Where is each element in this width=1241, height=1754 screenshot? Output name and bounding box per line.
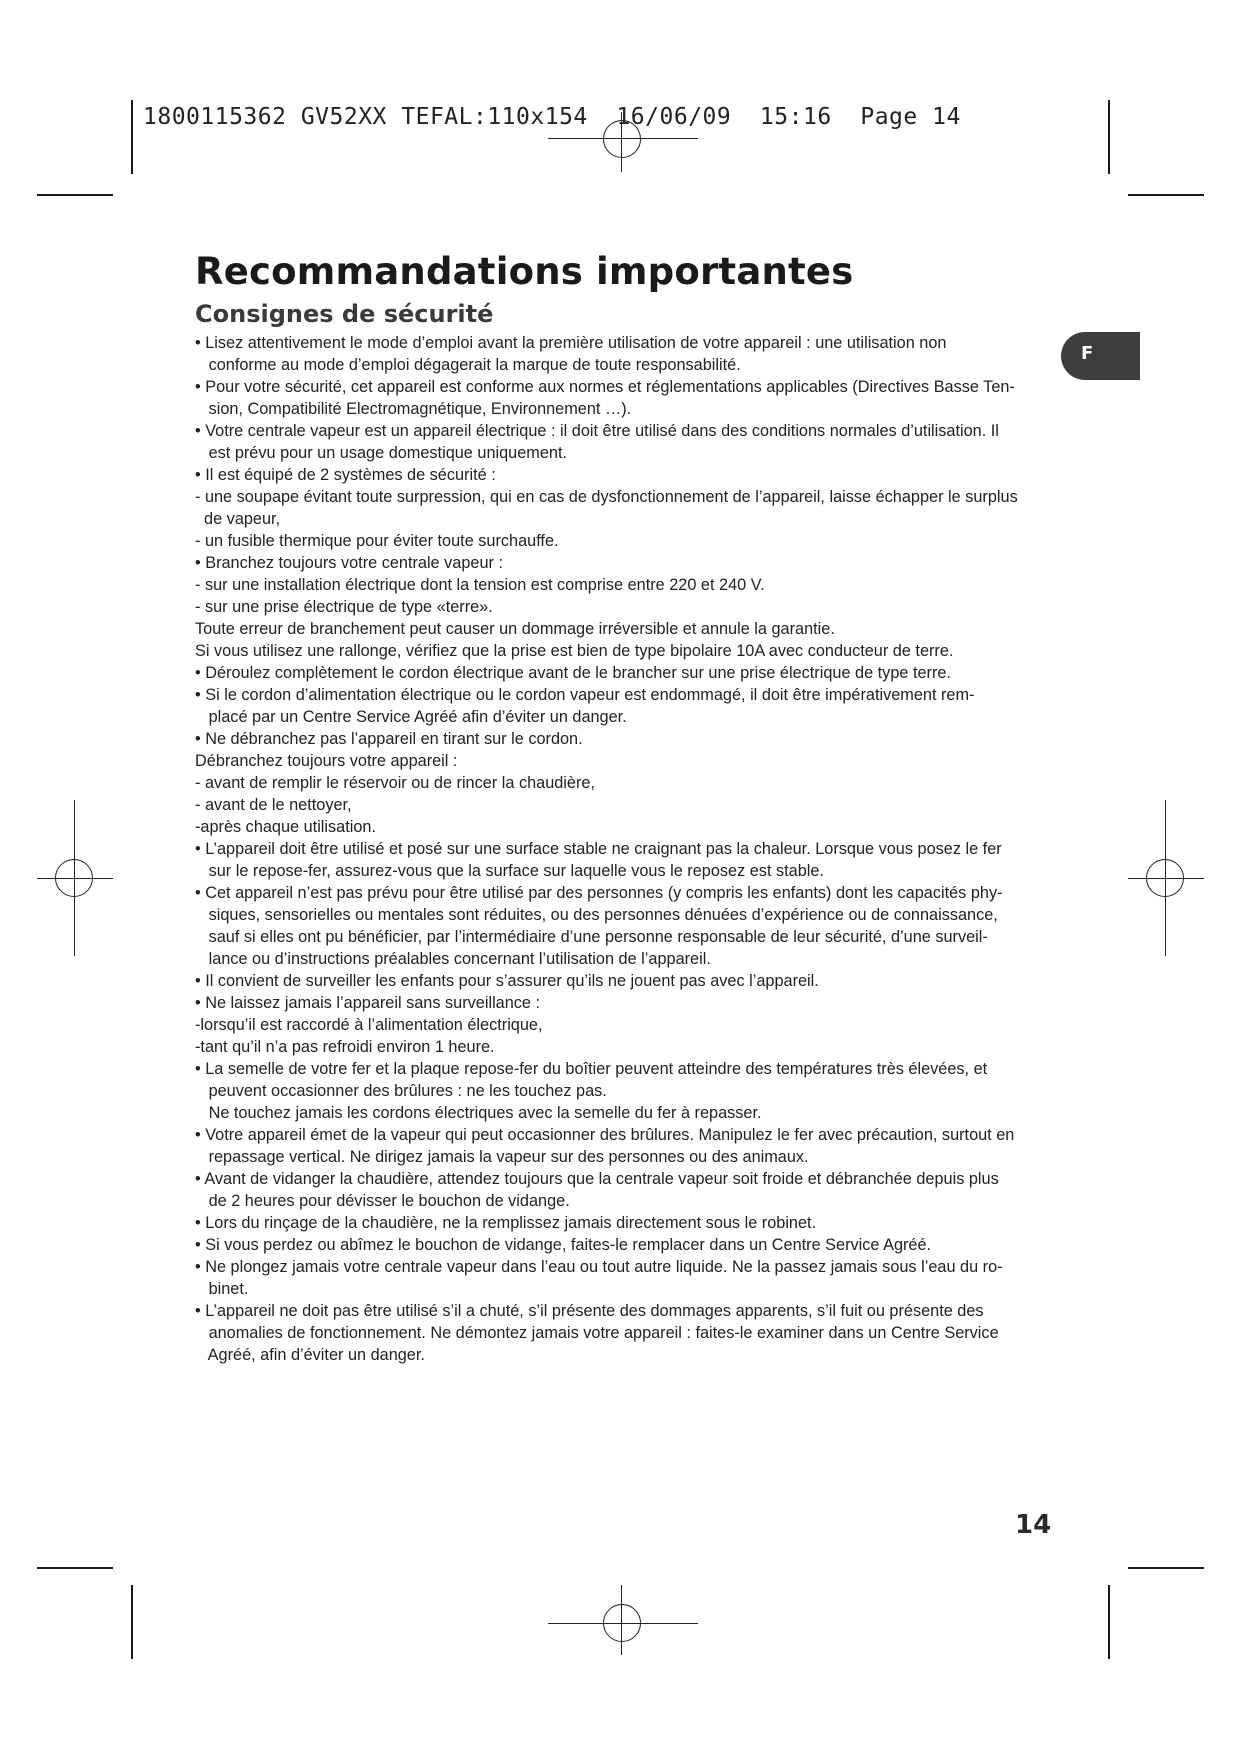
text-line: • Branchez toujours votre centrale vapeur : — [195, 554, 503, 572]
text-line: - sur une installation électrique dont la tension est comprise entre 220 et 240 V. — [195, 576, 765, 594]
text-line: anomalies de fonctionnement. Ne démontez jamais votre appareil : faites-le examiner dans un Centre Service — [195, 1324, 999, 1342]
text-line: Débranchez toujours votre appareil : — [195, 752, 458, 770]
crop-mark-top-left-vertical — [131, 100, 133, 174]
language-tab — [1061, 332, 1140, 380]
text-line: Toute erreur de branchement peut causer un dommage irréversible et annule la garantie. — [195, 620, 835, 638]
page-title: Recommandations importantes — [195, 250, 854, 293]
page-number: 14 — [1015, 1510, 1052, 1540]
text-line: Si vous utilisez une rallonge, vérifiez que la prise est bien de type bipolaire 10A avec conducteur de terre. — [195, 642, 954, 660]
text-line: -tant qu’il n’a pas refroidi environ 1 heure. — [195, 1038, 495, 1056]
text-line: • Ne plongez jamais votre centrale vapeur dans l’eau ou tout autre liquide. Ne la passez jamais sous l’eau du ro- — [195, 1258, 1003, 1276]
text-line: de vapeur, — [195, 510, 281, 528]
text-line: • Pour votre sécurité, cet appareil est conforme aux normes et réglementations applicables (Directives Basse Ten- — [195, 378, 1015, 396]
text-line: • Lisez attentivement le mode d’emploi avant la première utilisation de votre appareil : une utilisation non — [195, 334, 947, 352]
registration-mark-bottom — [548, 1585, 698, 1655]
text-line: est prévu pour un usage domestique uniquement. — [195, 444, 567, 462]
text-line: • L’appareil ne doit pas être utilisé s’il a chuté, s’il présente des dommages apparents, s’il fuit ou présente des — [195, 1302, 984, 1320]
text-line: • Votre appareil émet de la vapeur qui peut occasionner des brûlures. Manipulez le fer avec précaution, surtout en — [195, 1126, 1015, 1144]
text-line: conforme au mode d’emploi dégagerait la marque de toute responsabilité. — [195, 356, 741, 374]
text-line: • Ne laissez jamais l’appareil sans surveillance : — [195, 994, 541, 1012]
crop-mark-bottom-left-vertical — [131, 1585, 133, 1659]
text-line: -après chaque utilisation. — [195, 818, 377, 836]
crop-mark-top-left-horizontal — [37, 194, 113, 196]
text-line: siques, sensorielles ou mentales sont réduites, ou des personnes dénuées d’expérience ou de connaissance, — [195, 906, 998, 924]
section-subtitle: Consignes de sécurité — [195, 300, 494, 328]
text-line: Agréé, afin d’éviter un danger. — [195, 1346, 425, 1364]
text-line: lance ou d’instructions préalables concernant l’utilisation de l’appareil. — [195, 950, 711, 968]
crop-mark-bottom-left-horizontal — [37, 1567, 113, 1569]
registration-mark-right — [1128, 800, 1204, 956]
text-line: sauf si elles ont pu bénéficier, par l’intermédiaire d’une personne responsable de leur sécurité, d’une surveil- — [195, 928, 988, 946]
text-line: placé par un Centre Service Agréé afin d’éviter un danger. — [195, 708, 627, 726]
text-line: • Votre centrale vapeur est un appareil électrique : il doit être utilisé dans des conditions normales d’utilisation. Il — [195, 422, 999, 440]
registration-mark-left — [37, 800, 113, 956]
text-line: • Ne débranchez pas l’appareil en tirant sur le cordon. — [195, 730, 583, 748]
text-line: peuvent occasionner des brûlures : ne les touchez pas. — [195, 1082, 607, 1100]
text-line: repassage vertical. Ne dirigez jamais la vapeur sur des personnes ou des animaux. — [195, 1148, 809, 1166]
text-line: - un fusible thermique pour éviter toute surchauffe. — [195, 532, 559, 550]
text-line: • Il est équipé de 2 systèmes de sécurité : — [195, 466, 496, 484]
text-line: sion, Compatibilité Electromagnétique, Environnement …). — [195, 400, 632, 418]
crop-mark-top-right-horizontal — [1128, 194, 1204, 196]
text-line: binet. — [195, 1280, 249, 1298]
text-line: de 2 heures pour dévisser le bouchon de vidange. — [195, 1192, 570, 1210]
language-tab-label: F — [1081, 343, 1094, 364]
text-line: • Si vous perdez ou abîmez le bouchon de vidange, faites-le remplacer dans un Centre Service Agréé. — [195, 1236, 932, 1254]
text-line: Ne touchez jamais les cordons électriques avec la semelle du fer à repasser. — [195, 1104, 762, 1122]
safety-instructions-body — [195, 332, 1055, 1366]
text-line: • Il convient de surveiller les enfants pour s’assurer qu’ils ne jouent pas avec l’appareil. — [195, 972, 819, 990]
crop-mark-bottom-right-vertical — [1108, 1585, 1110, 1659]
text-line: • Si le cordon d’alimentation électrique ou le cordon vapeur est endommagé, il doit être impérativement rem- — [195, 686, 975, 704]
text-line: • L’appareil doit être utilisé et posé sur une surface stable ne craignant pas la chaleur. Lorsque vous posez le fer — [195, 840, 1002, 858]
text-line: - une soupape évitant toute surpression, qui en cas de dysfonctionnement de l’appareil, laisse échapper le surplus — [195, 488, 1018, 506]
text-line: sur le repose-fer, assurez-vous que la surface sur laquelle vous le reposez est stable. — [195, 862, 824, 880]
crop-mark-bottom-right-horizontal — [1128, 1567, 1204, 1569]
crop-mark-top-right-vertical — [1108, 100, 1110, 174]
text-line: • Avant de vidanger la chaudière, attendez toujours que la centrale vapeur soit froide et débranchée depuis plus — [195, 1170, 999, 1188]
text-line: • La semelle de votre fer et la plaque repose-fer du boîtier peuvent atteindre des températures très élevées, et — [195, 1060, 988, 1078]
print-slug-line: 1800115362 GV52XX TEFAL:110x154 16/06/09 15:16 Page 14 — [143, 104, 961, 130]
text-line: - avant de le nettoyer, — [195, 796, 352, 814]
text-line: • Cet appareil n’est pas prévu pour être utilisé par des personnes (y compris les enfants) dont les capacités phy- — [195, 884, 1003, 902]
text-line: - sur une prise électrique de type «terre». — [195, 598, 493, 616]
text-line: • Déroulez complètement le cordon électrique avant de le brancher sur une prise électrique de type terre. — [195, 664, 951, 682]
text-line: • Lors du rinçage de la chaudière, ne la remplissez jamais directement sous le robinet. — [195, 1214, 817, 1232]
text-line: - avant de remplir le réservoir ou de rincer la chaudière, — [195, 774, 595, 792]
text-line: -lorsqu’il est raccordé à l’alimentation électrique, — [195, 1016, 543, 1034]
